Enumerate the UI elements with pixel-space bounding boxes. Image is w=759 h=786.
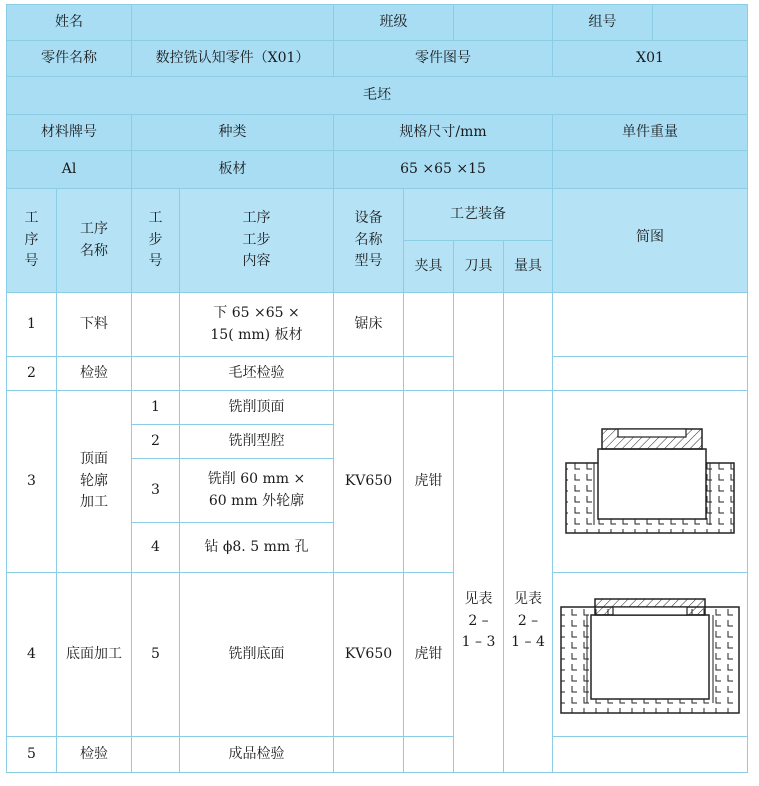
class-value	[454, 5, 553, 41]
name-label: 姓名	[7, 5, 132, 41]
fixture-sketch-1-icon	[560, 417, 740, 547]
col-sketch: 简图	[553, 189, 748, 293]
part-name-label: 零件名称	[7, 41, 132, 77]
proc-content: 铣削底面	[180, 573, 334, 737]
material-grade-value: Al	[7, 151, 132, 189]
unit-weight-value	[553, 151, 748, 189]
step-content: 铣削顶面	[180, 391, 334, 425]
table-row	[7, 737, 748, 773]
proc-name: 顶面 轮廓 加工	[57, 391, 132, 573]
step-no: 4	[132, 523, 180, 573]
proc-no: 2	[7, 357, 57, 391]
col-tooling: 工艺装备	[404, 189, 553, 241]
step-no: 2	[132, 425, 180, 459]
sketch-empty	[553, 357, 748, 391]
sketch-empty	[553, 293, 748, 357]
col-fixture: 夹具	[404, 241, 454, 293]
step-no	[132, 737, 180, 773]
fixture	[404, 293, 454, 357]
step-no	[132, 293, 180, 357]
col-equipment: 设备 名称 型号	[334, 189, 404, 293]
blank-title: 毛坯	[7, 77, 748, 115]
col-step-no: 工 步 号	[132, 189, 180, 293]
spec-label: 规格尺寸/mm	[334, 115, 553, 151]
proc-no: 5	[7, 737, 57, 773]
col-content: 工序 工步 内容	[180, 189, 334, 293]
step-content: 铣削型腔	[180, 425, 334, 459]
table-row	[7, 391, 748, 425]
col-gauge: 量具	[504, 241, 553, 293]
step-no: 5	[132, 573, 180, 737]
group-value	[653, 5, 748, 41]
proc-name: 下料	[57, 293, 132, 357]
equipment: KV650	[334, 573, 404, 737]
proc-no: 3	[7, 391, 57, 573]
drawing-no-value: X01	[553, 41, 748, 77]
part-name-value: 数控铣认知零件（X01）	[132, 41, 334, 77]
sketch-empty	[553, 737, 748, 773]
sketch-top-face	[553, 391, 748, 573]
proc-no: 4	[7, 573, 57, 737]
fixture: 虎钳	[404, 573, 454, 737]
unit-weight-label: 单件重量	[553, 115, 748, 151]
proc-content: 下 65 ×65 × 15( mm) 板材	[180, 293, 334, 357]
fixture	[404, 737, 454, 773]
equipment	[334, 357, 404, 391]
sketch-bottom-face	[553, 573, 748, 737]
material-grade-label: 材料牌号	[7, 115, 132, 151]
fixture	[404, 357, 454, 391]
col-proc-no: 工 序 号	[7, 189, 57, 293]
step-no: 3	[132, 459, 180, 523]
table-row	[7, 573, 748, 737]
equipment: KV650	[334, 391, 404, 573]
equipment: 锯床	[334, 293, 404, 357]
gauge-ref: 见表 2 – 1 – 4	[504, 391, 553, 773]
name-value	[132, 5, 334, 41]
proc-no: 1	[7, 293, 57, 357]
proc-name: 检验	[57, 737, 132, 773]
fixture-sketch-2-icon	[557, 585, 743, 725]
class-label: 班级	[334, 5, 454, 41]
step-no: 1	[132, 391, 180, 425]
spec-value: 65 ×65 ×15	[334, 151, 553, 189]
process-card-table	[6, 4, 748, 773]
group-label: 组号	[553, 5, 653, 41]
proc-name: 底面加工	[57, 573, 132, 737]
type-value: 板材	[132, 151, 334, 189]
drawing-no-label: 零件图号	[334, 41, 553, 77]
equipment	[334, 737, 404, 773]
type-label: 种类	[132, 115, 334, 151]
proc-content: 毛坯检验	[180, 357, 334, 391]
step-content: 铣削 60 mm × 60 mm 外轮廓	[180, 459, 334, 523]
cutter-empty	[454, 293, 504, 391]
step-content: 钻 ϕ8. 5 mm 孔	[180, 523, 334, 573]
fixture: 虎钳	[404, 391, 454, 573]
step-no	[132, 357, 180, 391]
col-cutter: 刀具	[454, 241, 504, 293]
table-row	[7, 357, 748, 391]
proc-content: 成品检验	[180, 737, 334, 773]
gauge-empty	[504, 293, 553, 391]
cutter-ref: 见表 2 – 1 – 3	[454, 391, 504, 773]
col-proc-name: 工序 名称	[57, 189, 132, 293]
proc-name: 检验	[57, 357, 132, 391]
table-row	[7, 293, 748, 357]
